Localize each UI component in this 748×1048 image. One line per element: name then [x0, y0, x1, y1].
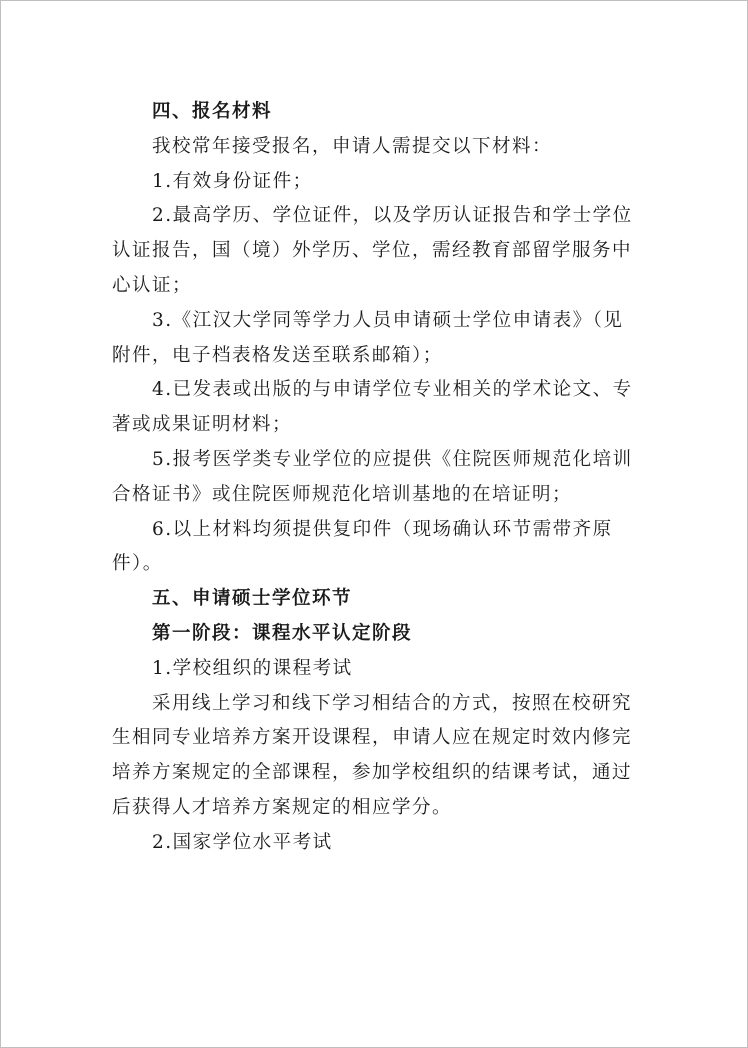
subsection-title-course-exam: 1.学校组织的课程考试 — [152, 657, 353, 679]
list-item-application-form — [112, 304, 636, 374]
list-item-text: 2.最高学历、学位证件，以及学历认证报告和学士学位 — [152, 205, 633, 227]
paragraph-line: 培养方案规定的全部课程，参加学校组织的结课考试，通过 — [112, 762, 633, 784]
list-item-text-cont: 认证报告，国（境）外学历、学位，需经教育部留学服务中 — [112, 240, 633, 262]
list-item-copies — [112, 513, 636, 583]
list-item-text-cont: 合格证书》或住院医师规范化培训基地的在培证明； — [112, 483, 573, 505]
section-intro: 我校常年接受报名，申请人需提交以下材料： — [152, 135, 553, 157]
list-item-text: 5.报考医学类专业学位的应提供《住院医师规范化培训 — [152, 448, 633, 470]
list-item-degree-certificates — [112, 199, 636, 303]
list-item-text-cont: 心认证； — [112, 274, 193, 296]
subsection-title-national-exam: 2.国家学位水平考试 — [152, 831, 333, 853]
list-item-id-document — [112, 165, 636, 200]
list-item-text: 3.《江汉大学同等学力人员申请硕士学位申请表》（见 — [152, 309, 624, 331]
section-heading-degree-application: 五、申请硕士学位环节 — [152, 588, 353, 610]
list-item-text: 1.有效身份证件； — [152, 170, 313, 192]
paragraph-line: 采用线上学习和线下学习相结合的方式，按照在校研究 — [152, 692, 633, 714]
list-item-text-cont: 件）。 — [112, 553, 163, 575]
paragraph-line: 生相同专业培养方案开设课程，申请人应在规定时效内修完 — [112, 727, 633, 749]
list-item-text: 6.以上材料均须提供复印件（现场确认环节需带齐原 — [152, 518, 613, 540]
list-item-medical-certificate — [112, 443, 636, 513]
stage-heading-course-level: 第一阶段：课程水平认定阶段 — [152, 622, 413, 644]
list-item-text-cont: 附件，电子档表格发送至联系邮箱）； — [112, 344, 443, 366]
list-item-text: 4.已发表或出版的与申请学位专业相关的学术论文、专 — [152, 379, 633, 401]
list-item-text-cont: 著或成果证明材料； — [112, 414, 293, 436]
section-heading-registration-materials: 四、报名材料 — [152, 101, 273, 122]
paragraph-line: 后获得人才培养方案规定的相应学分。 — [112, 796, 453, 818]
course-exam-paragraph — [112, 687, 636, 826]
list-item-academic-papers — [112, 373, 636, 443]
document-body — [112, 95, 636, 861]
